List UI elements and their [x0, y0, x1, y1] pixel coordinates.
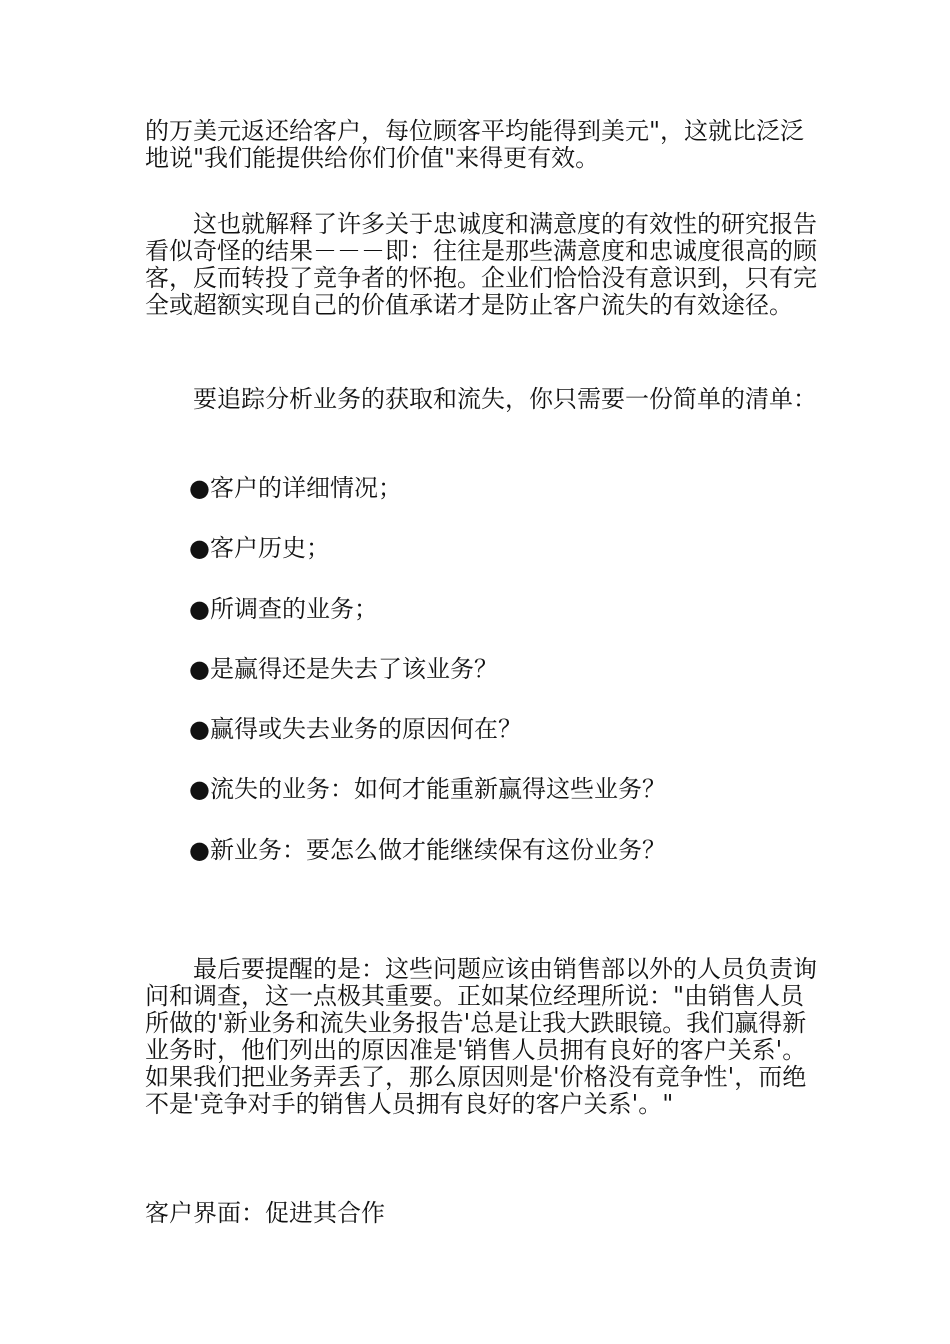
paragraph-loyalty-research: 这也就解释了许多关于忠诚度和满意度的有效性的研究报告看似奇怪的结果－－－即：往往是那些满意度和忠诚度很高的顾客，反而转投了竞争者的怀抱。企业们恰恰没有意识到，只有完全或超额实现自己的价值承诺才是防止客户流失的有效途径。	[145, 210, 817, 319]
bullet-item-won-or-lost: ●是赢得还是失去了该业务？	[189, 655, 498, 683]
bullet-item-new-business: ●新业务：要怎么做才能继续保有这份业务？	[189, 836, 666, 864]
bullet-item-reason: ●赢得或失去业务的原因何在？	[189, 715, 522, 743]
bullet-item-customer-details: ●客户的详细情况；	[189, 474, 402, 502]
section-heading: 客户界面：促进其合作	[145, 1199, 385, 1227]
paragraph-tracking-checklist-intro: 要追踪分析业务的获取和流失，你只需要一份简单的清单：	[193, 385, 817, 413]
bullet-item-surveyed-business: ●所调查的业务；	[189, 595, 378, 623]
bullet-item-customer-history: ●客户历史；	[189, 534, 330, 562]
paragraph-continuation: 的万美元返还给客户，每位顾客平均能得到美元"，这就比泛泛地说"我们能提供给你们价值"来得更有效。	[145, 117, 805, 172]
paragraph-final-reminder: 最后要提醒的是：这些问题应该由销售部以外的人员负责询问和调查，这一点极其重要。正如某位经理所说："由销售人员所做的'新业务和流失业务报告'总是让我大跌眼镜。我们赢得新业务时，他们列出的原因准是'销售人员拥有良好的客户关系'。如果我们把业务弄丢了，那么原因则是'价格没有竞争性'，而绝不是'竞争对手的销售人员拥有良好的客户关系'。"	[145, 955, 817, 1118]
bullet-item-lost-business: ●流失的业务：如何才能重新赢得这些业务？	[189, 775, 666, 803]
